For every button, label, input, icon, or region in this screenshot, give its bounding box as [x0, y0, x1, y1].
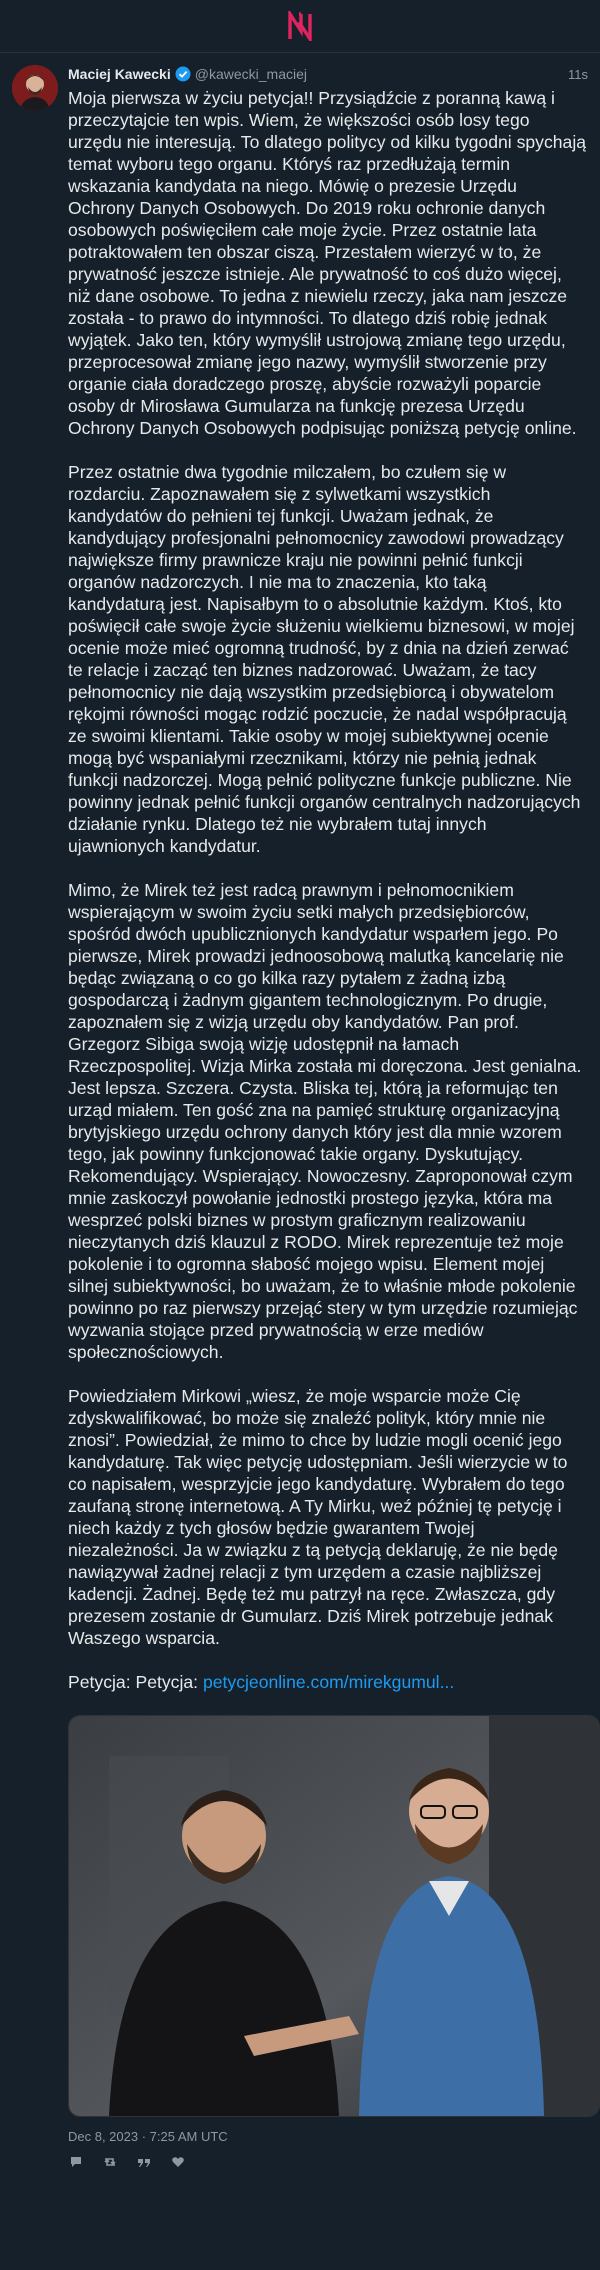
tweet-photo[interactable]: [68, 1715, 600, 2117]
tweet: [0, 53, 600, 2170]
tweet-content: [68, 63, 588, 2170]
author-handle[interactable]: @kawecki_maciej: [194, 66, 307, 82]
tweet-paragraph: Przez ostatnie dwa tygodnie milczałem, bo czułem się w rozdarciu. Zapoznawałem się z sylwetkami wszystkich kandydatów do pełnieni tej funkcji. Uważam jednak, że kandydujący profesjonalni pełnomocnicy zawodowi prowadzący największe firmy prawnicze kraju nie powinni pełnić funkcji organów nadzorczych. I nie ma to znaczenia, kto taką kandydaturą jest. Napisałbym to o absolutnie każdym. Ktoś, kto poświęcił całe swoje życie służeniu wielkiemu biznesowi, w mojej ocenie może mieć ogromną trudność, by z dnia na dzień zerwać te relacje i zacząć ten biznes nadzorować. Uważam, że tacy pełnomocnicy nie dają wszystkim przedsiębiorcą i obywatelom rękojmi równości mogąc rodzić poczucie, że nadal współpracują ze swoimi klientami. Takie osoby w mojej subiektywnej ocenie mogą być wspaniałymi rzecznikami, którzy nie pełnią jednak funkcji nadzorczej. Mogą pełnić polityczne funkcje publiczne. Nie powinny jednak pełnić funkcji organów centralnych nadzorujących działanie rynku. Dlatego też nie wybrałem tutaj innych ujawnionych kandydatur.: [68, 462, 581, 856]
tweet-timestamp[interactable]: Dec 8, 2023 · 7:25 AM UTC: [68, 2129, 228, 2144]
petition-prefix: Petycja: Petycja:: [68, 1672, 203, 1692]
tweet-paragraph: Powiedziałem Mirkowi „wiesz, że moje wsparcie może Cię zdyskwalifikować, bo może się znaleźć polityk, który mnie nie znosi”. Powiedział, że mimo to chce by ludzie mogli ocenić jego kandydaturę. Tak więc petycję udostępniam. Jeśli wierzycie w to co napisałem, wesprzyjcie jego kandydaturę. Wybrałem do tego zaufaną stronę internetową. A Ty Mirku, weź później tę petycję i niech każdy z tych głosów będzie gwarantem Twojej niezależności. Ja w związku z tą petycją deklaruję, że nie będę nawiązywał żadnej relacji z tym urzędem a czasie najbliższej kadencji. Żadnej. Będę też mu patrzył na ręce. Zwłaszcza, gdy prezesem zostanie dr Gumularz. Dziś Mirek potrzebuje jednak Waszego wsparcia.: [68, 1386, 568, 1648]
retweet-icon[interactable]: [102, 2154, 118, 2170]
author-name[interactable]: Maciej Kawecki: [68, 66, 171, 82]
nitter-logo[interactable]: [287, 11, 313, 41]
avatar[interactable]: [12, 65, 58, 111]
tweet-header: [68, 63, 588, 85]
reply-icon[interactable]: [68, 2154, 84, 2170]
tweet-age[interactable]: 11s: [568, 66, 588, 82]
like-icon[interactable]: [170, 2154, 186, 2170]
tweet-paragraph: Mimo, że Mirek też jest radcą prawnym i pełnomocnikiem wspierającym w swoim życiu setki małych przedsiębiorców, spośród dwóch upublicznionych kandydatur wsparłem jego. Po pierwsze, Mirek prowadzi jednoosobową malutką kancelarię nie będąc związaną o co go kilka razy pytałem z żadną izbą gospodarczą i żadnym gigantem technologicznym. Po drugie, zapoznałem się z wizją urzędu oby kandydatów. Pan prof. Grzegorz Sibiga swoją wizję udostępnił na łamach Rzeczpospolitej. Wizja Mirka została mi doręczona. Jest genialna. Jest lepsza. Szczera. Czysta. Bliska tej, którą ja reformując ten urząd miałem. Ten gość zna na pamięć strukturę organizacyjną brytyjskiego urzędu ochrony danych który jest dla mnie wzorem tego, jak powinny funkcjonować takie organy. Dyskutujący. Rekomendujący. Wspierający. Nowoczesny. Zaproponował czym mnie zaskoczył powołanie jednostki prostego języka, która ma wesprzeć polski biznes w prostym graficznym realizowaniu nieczytanych dziś klauzul z RODO. Mirek reprezentuje też moje pokolenie i to ogromna słabość mojego wpisu. Element mojej silnej subiektywności, bo uważam, że to właśnie młode pokolenie powinno po raz pierwszy przejąć stery w tym urzędzie rozumiejąc wyzwania stojące przed prywatnością w erze mediów społecznościowych.: [68, 880, 582, 1362]
top-nav: [0, 0, 600, 53]
tweet-actions: [68, 2154, 588, 2170]
petition-line: [68, 1671, 588, 1693]
tweet-body: [68, 87, 588, 1693]
tweet-paragraph: Moja pierwsza w życiu petycja!! Przysiądźcie z poranną kawą i przeczytajcie ten wpis. Wiem, że większości osób losy tego urzędu nie interesują. To dlatego politycy od kilku tygodni spychają temat wyboru tego organu. Któryś raz przedłużają termin wskazania kandydata na niego. Mówię o prezesie Urzędu Ochrony Danych Osobowych. Do 2019 roku ochronie danych osobowych poświęciłem całe moje życie. Przez ostatnie lata potraktowałem ten obszar ciszą. Przestałem wierzyć w to, że prywatność jeszcze istnieje. Ale prywatność to coś dużo więcej, niż dane osobowe. To jedna z niewielu rzeczy, jaka nam jeszcze została - to prawo do intymności. To dlatego dziś robię jednak wyjątek. Jako ten, który wymyślił ustrojową zmianę tego urzędu, przeprocesował zmianę jego nazwy, wymyślił stworzenie przy organie ciała doradczego proszę, abyście rozważyli poparcie osoby dr Mirosława Gumularza na funkcję prezesa Urzędu Ochrony Danych Osobowych podpisując poniższą petycję online.: [68, 88, 587, 438]
quote-icon[interactable]: [136, 2154, 152, 2170]
petition-link[interactable]: petycjeonline.com/mirekgumul...: [202, 1672, 455, 1692]
verified-badge-icon: [175, 66, 191, 82]
